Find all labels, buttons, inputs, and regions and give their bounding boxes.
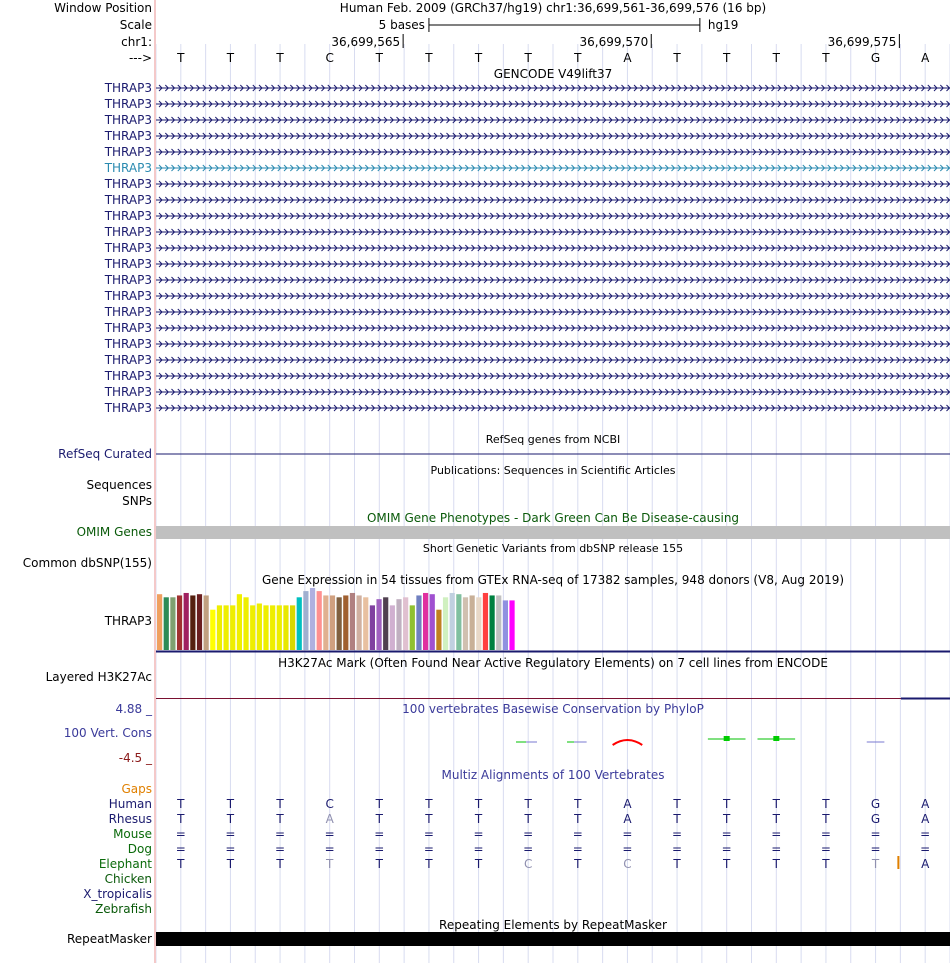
alignment-base: = xyxy=(374,842,385,856)
scale-text: 5 bases xyxy=(378,18,425,32)
alignment-base: T xyxy=(226,812,235,826)
omim-label[interactable]: OMIM Genes xyxy=(76,525,152,539)
alignment-base: T xyxy=(425,812,433,826)
alignment-base: = xyxy=(920,827,931,841)
multiz-title: Multiz Alignments of 100 Vertebrates xyxy=(441,768,665,782)
gtex-tissue-bar xyxy=(330,595,335,650)
alignment-base: A xyxy=(623,812,632,826)
species-label-elephant[interactable]: Elephant xyxy=(98,857,152,871)
repeatmasker-element-bar xyxy=(156,932,950,946)
alignment-base: T xyxy=(375,812,383,826)
chrom-label[interactable]: chr1: xyxy=(121,35,152,49)
alignment-base: T xyxy=(871,857,880,871)
gtex-tissue-bar xyxy=(390,605,395,650)
refseq-label[interactable]: RefSeq Curated xyxy=(58,447,152,461)
gtex-tissue-bar xyxy=(403,597,408,650)
species-label-dog[interactable]: Dog xyxy=(127,842,152,856)
publications-title: Publications: Sequences in Scientific Articles xyxy=(430,464,676,477)
alignment-base: T xyxy=(574,812,582,826)
species-label-mouse[interactable]: Mouse xyxy=(113,827,152,841)
alignment-base: T xyxy=(474,797,483,811)
reference-base: A xyxy=(921,51,930,65)
gencode-transcript-label[interactable]: THRAP3 xyxy=(104,353,152,367)
alignment-base: A xyxy=(623,797,632,811)
strand-label[interactable]: ---> xyxy=(128,51,152,65)
reference-base: T xyxy=(524,51,532,65)
reference-base: T xyxy=(772,51,780,65)
gtex-tissue-bar xyxy=(277,605,282,650)
gtex-tissue-bar xyxy=(476,597,481,650)
gencode-transcript-label[interactable]: THRAP3 xyxy=(104,129,152,143)
omim-gene-bar xyxy=(156,526,950,539)
alignment-base: = xyxy=(920,842,931,856)
alignment-base: T xyxy=(276,857,284,871)
gencode-transcript-label[interactable]: THRAP3 xyxy=(104,289,152,303)
alignment-base: T xyxy=(177,812,185,826)
gtex-tissue-bar xyxy=(217,605,222,650)
alignment-base: = xyxy=(672,827,683,841)
gtex-title: Gene Expression in 54 tissues from GTEx RNA-seq of 17382 samples, 948 donors (V8, Aug 2019) xyxy=(261,573,845,587)
gtex-tissue-bar xyxy=(270,605,275,650)
phylop-positive-mark xyxy=(773,736,779,741)
alignment-base: C xyxy=(623,857,632,871)
alignment-base: = xyxy=(225,827,236,841)
reference-base: T xyxy=(276,51,284,65)
alignment-base: = xyxy=(622,842,633,856)
gtex-tissue-bar xyxy=(230,605,235,650)
gtex-tissue-bar xyxy=(357,595,362,650)
dbsnp-title: Short Genetic Variants from dbSNP release 155 xyxy=(422,542,684,555)
reference-base: T xyxy=(474,51,483,65)
gtex-tissue-bar xyxy=(410,605,415,650)
reference-base: T xyxy=(723,51,731,65)
alignment-base: = xyxy=(175,842,186,856)
species-label-zebrafish[interactable]: Zebrafish xyxy=(95,902,152,916)
gtex-tissue-bar xyxy=(177,595,182,650)
gtex-tissue-bar xyxy=(450,593,455,650)
gtex-tissue-bar xyxy=(157,594,162,650)
omim-title: OMIM Gene Phenotypes - Dark Green Can Be Disease-causing xyxy=(366,511,740,525)
alignment-base: T xyxy=(772,857,780,871)
alignment-base: T xyxy=(474,857,483,871)
gtex-tissue-bar xyxy=(483,593,488,650)
alignment-base: = xyxy=(820,827,831,841)
alignment-base: = xyxy=(721,842,732,856)
reference-base: T xyxy=(425,51,433,65)
alignment-base: = xyxy=(473,827,484,841)
gtex-tissue-bar xyxy=(383,597,388,650)
gtex-tissue-bar xyxy=(184,593,189,650)
alignment-base: T xyxy=(177,857,185,871)
gencode-transcript-label[interactable]: THRAP3 xyxy=(104,177,152,191)
multiz-gaps-label[interactable]: Gaps xyxy=(121,782,152,796)
gtex-tissue-bar xyxy=(443,597,448,650)
alignment-base: T xyxy=(673,812,681,826)
browser-track-area[interactable] xyxy=(156,0,950,963)
gtex-tissue-bar xyxy=(470,595,475,650)
alignment-base: T xyxy=(723,857,731,871)
gtex-tissue-bar xyxy=(243,597,248,650)
alignment-base: = xyxy=(374,827,385,841)
h3k27ac-label[interactable]: Layered H3K27Ac xyxy=(45,670,152,684)
gtex-tissue-bar xyxy=(416,595,421,650)
alignment-base: C xyxy=(325,797,334,811)
alignment-base: G xyxy=(870,812,881,826)
alignment-base: T xyxy=(226,857,235,871)
alignment-base: T xyxy=(673,797,681,811)
species-label-x_tropicalis[interactable]: X_tropicalis xyxy=(83,887,152,901)
alignment-base: = xyxy=(771,842,782,856)
gencode-transcript-label[interactable]: THRAP3 xyxy=(104,321,152,335)
alignment-base: T xyxy=(822,812,830,826)
dbsnp-label[interactable]: Common dbSNP(155) xyxy=(22,556,152,570)
alignment-base: = xyxy=(423,827,434,841)
alignment-base: T xyxy=(177,797,185,811)
reference-base: G xyxy=(870,51,881,65)
alignment-base: = xyxy=(423,842,434,856)
window-position-text: Human Feb. 2009 (GRCh37/hg19) chr1:36,699,561-36,699,576 (16 bp) xyxy=(339,1,767,15)
base-grid xyxy=(156,0,950,963)
alignment-base: T xyxy=(822,797,830,811)
gtex-tissue-bar xyxy=(250,605,255,650)
scale-assembly: hg19 xyxy=(707,18,739,32)
position-tick-label: 36,699,565 xyxy=(331,35,401,49)
alignment-base: = xyxy=(870,842,881,856)
species-label-human[interactable]: Human xyxy=(108,797,152,811)
gtex-tissue-bar xyxy=(496,595,501,650)
gencode-transcript-label[interactable]: THRAP3 xyxy=(104,145,152,159)
alignment-base: T xyxy=(326,857,334,871)
gtex-tissue-bar xyxy=(317,591,322,650)
gtex-tissue-bar xyxy=(509,600,514,650)
gtex-tissue-bar xyxy=(170,597,175,650)
alignment-base: = xyxy=(324,827,335,841)
alignment-base: T xyxy=(375,857,383,871)
reference-base: T xyxy=(673,51,681,65)
gtex-tissue-bar xyxy=(430,594,435,650)
alignment-base: = xyxy=(622,827,633,841)
gtex-tissue-bar xyxy=(210,610,215,650)
alignment-base: = xyxy=(275,827,286,841)
alignment-base: = xyxy=(175,827,186,841)
gencode-transcript-label[interactable]: THRAP3 xyxy=(104,81,152,95)
alignment-base: A xyxy=(325,812,334,826)
alignment-base: T xyxy=(474,812,483,826)
alignment-base: = xyxy=(275,842,286,856)
gtex-tissue-bar xyxy=(503,600,508,650)
alignment-base: T xyxy=(276,812,284,826)
gtex-tissue-bar xyxy=(436,610,441,650)
alignment-base: T xyxy=(673,857,681,871)
publications-snps-label[interactable]: SNPs xyxy=(122,494,152,508)
reference-base: T xyxy=(822,51,830,65)
phylop-label[interactable]: 100 Vert. Cons xyxy=(63,726,152,740)
alignment-base: = xyxy=(672,842,683,856)
gencode-transcript-label[interactable]: THRAP3 xyxy=(104,401,152,415)
scale-label[interactable]: Scale xyxy=(119,18,152,32)
gtex-tissue-bar xyxy=(224,605,229,650)
alignment-base: A xyxy=(921,797,930,811)
gencode-transcript-label[interactable]: THRAP3 xyxy=(104,385,152,399)
gtex-tissue-bar xyxy=(283,605,288,650)
gencode-transcript-label[interactable]: THRAP3 xyxy=(104,273,152,287)
alignment-base: = xyxy=(523,842,534,856)
window-position-label[interactable]: Window Position xyxy=(54,1,152,15)
position-tick-label: 36,699,575 xyxy=(827,35,897,49)
gtex-tissue-bar xyxy=(303,591,308,650)
position-tick-label: 36,699,570 xyxy=(579,35,649,49)
gtex-tissue-bar xyxy=(290,605,295,650)
alignment-base: T xyxy=(822,857,830,871)
gencode-transcript-label[interactable]: THRAP3 xyxy=(104,97,152,111)
gtex-tissue-bar xyxy=(310,588,315,650)
repeatmasker-label[interactable]: RepeatMasker xyxy=(66,932,152,946)
gtex-tissue-bar xyxy=(323,595,328,650)
alignment-base: A xyxy=(921,857,930,871)
gencode-transcript-label[interactable]: THRAP3 xyxy=(104,257,152,271)
gtex-tissue-bar xyxy=(463,597,468,650)
reference-base: T xyxy=(375,51,383,65)
reference-base: T xyxy=(177,51,185,65)
gencode-transcript-label[interactable]: THRAP3 xyxy=(104,305,152,319)
species-label-chicken[interactable]: Chicken xyxy=(104,872,152,886)
reference-base: C xyxy=(325,51,334,65)
publications-sequences-label[interactable]: Sequences xyxy=(86,478,152,492)
track-label-column xyxy=(0,0,154,963)
gtex-tissue-bar xyxy=(164,597,169,650)
species-label-rhesus[interactable]: Rhesus xyxy=(108,812,152,826)
gencode-transcript-label[interactable]: THRAP3 xyxy=(104,161,152,175)
reference-base: A xyxy=(623,51,632,65)
gencode-transcript-label[interactable]: THRAP3 xyxy=(104,193,152,207)
alignment-base: = xyxy=(572,842,583,856)
alignment-base: T xyxy=(425,797,433,811)
alignment-base: T xyxy=(772,797,780,811)
alignment-base: T xyxy=(574,797,582,811)
gtex-tissue-bar xyxy=(350,593,355,650)
alignment-base: T xyxy=(226,797,235,811)
reference-base: T xyxy=(574,51,582,65)
alignment-base: = xyxy=(870,827,881,841)
alignment-base: A xyxy=(921,812,930,826)
gtex-tissue-bar xyxy=(297,597,302,650)
alignment-base: = xyxy=(820,842,831,856)
gencode-transcript-label[interactable]: THRAP3 xyxy=(104,209,152,223)
gtex-tissue-bar xyxy=(204,595,209,650)
gtex-tissue-bar xyxy=(396,599,401,650)
alignment-base: = xyxy=(771,827,782,841)
alignment-base: T xyxy=(723,797,731,811)
alignment-base: T xyxy=(276,797,284,811)
gtex-tissue-bar xyxy=(370,605,375,650)
gtex-tissue-bar xyxy=(197,594,202,650)
gtex-tissue-bar xyxy=(257,604,262,651)
gtex-tissue-bar xyxy=(337,597,342,650)
gtex-tissue-bar xyxy=(343,595,348,650)
gtex-tissue-bar xyxy=(376,599,381,650)
refseq-title: RefSeq genes from NCBI xyxy=(485,433,621,446)
gencode-transcript-label[interactable]: THRAP3 xyxy=(104,369,152,383)
alignment-base: T xyxy=(772,812,780,826)
gtex-tissue-bar xyxy=(456,594,461,650)
alignment-base: T xyxy=(375,797,383,811)
gtex-tissue-bar xyxy=(423,593,428,650)
alignment-base: T xyxy=(524,812,532,826)
alignment-base: C xyxy=(523,857,533,871)
gtex-tissue-bar xyxy=(237,594,242,650)
alignment-base: = xyxy=(572,827,583,841)
alignment-base: = xyxy=(473,842,484,856)
gtex-label[interactable]: THRAP3 xyxy=(104,614,152,628)
h3k27ac-title: H3K27Ac Mark (Often Found Near Active Regulatory Elements) on 7 cell lines from ENCODE xyxy=(278,656,828,670)
reference-base: T xyxy=(226,51,235,65)
alignment-base: = xyxy=(523,827,534,841)
gtex-tissue-bar xyxy=(363,597,368,650)
phylop-title: 100 vertebrates Basewise Conservation by PhyloP xyxy=(402,702,704,716)
alignment-base: T xyxy=(524,797,532,811)
alignment-base: T xyxy=(574,857,582,871)
alignment-base: = xyxy=(324,842,335,856)
gencode-transcript-label[interactable]: THRAP3 xyxy=(104,241,152,255)
alignment-base: T xyxy=(425,857,433,871)
alignment-base: G xyxy=(870,797,881,811)
phylop-positive-mark xyxy=(724,736,730,741)
phylop-max-label[interactable]: 4.88 _ xyxy=(115,702,152,716)
alignment-gap-mark xyxy=(897,856,899,869)
gtex-tissue-bar xyxy=(190,595,195,650)
gencode-transcript-label[interactable]: THRAP3 xyxy=(104,113,152,127)
gencode-title: GENCODE V49lift37 xyxy=(493,67,613,81)
phylop-min-label[interactable]: -4.5 _ xyxy=(118,751,152,765)
gtex-tissue-bar xyxy=(263,605,268,650)
gencode-transcript-label[interactable]: THRAP3 xyxy=(104,337,152,351)
alignment-base: = xyxy=(225,842,236,856)
alignment-base: T xyxy=(723,812,731,826)
repeatmasker-title: Repeating Elements by RepeatMasker xyxy=(439,918,667,932)
alignment-base: = xyxy=(721,827,732,841)
gencode-transcript-label[interactable]: THRAP3 xyxy=(104,225,152,239)
gtex-tissue-bar xyxy=(490,595,495,650)
